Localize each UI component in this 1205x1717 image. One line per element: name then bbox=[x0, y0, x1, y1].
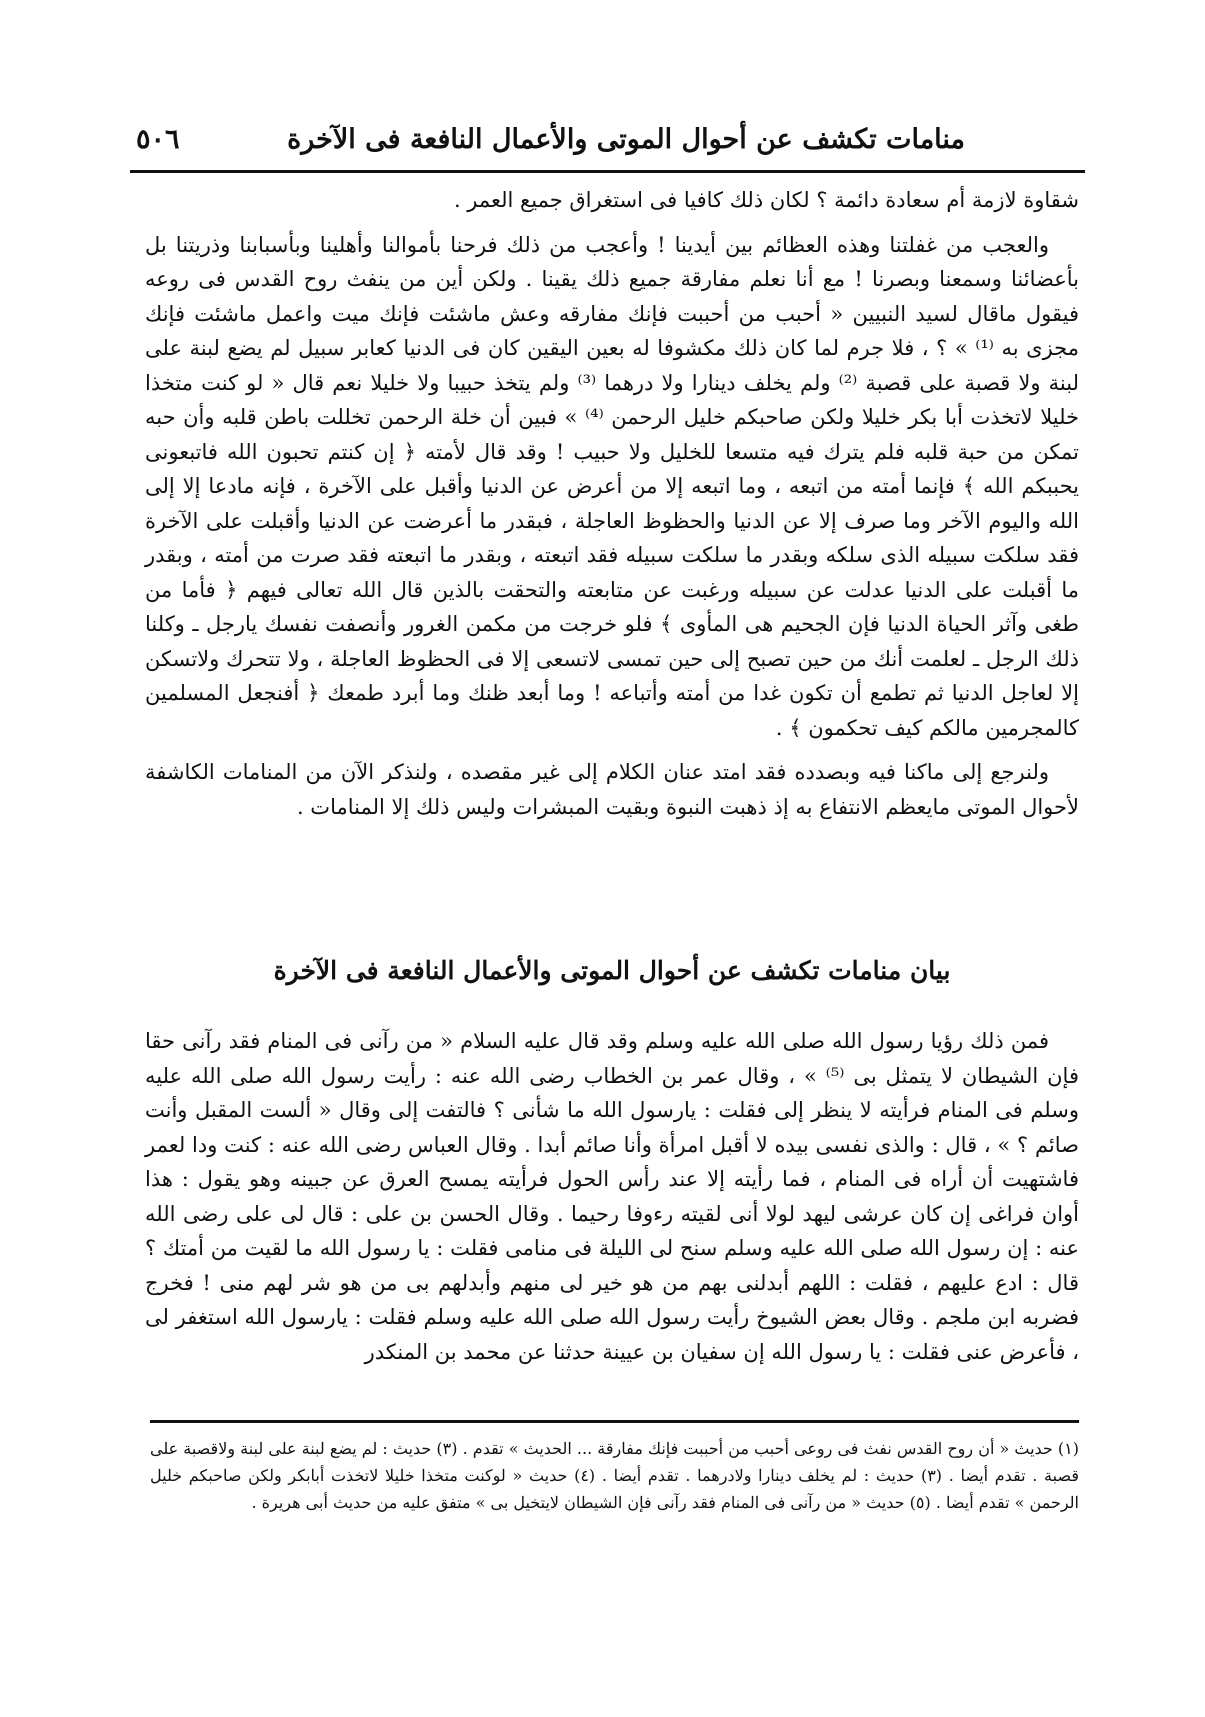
page-number: ٥٠٦ bbox=[136, 124, 180, 155]
section-body-text bbox=[145, 1024, 1079, 1369]
section-heading: بيان منامات تكشف عن أحوال الموتى والأعمال النافعة فى الآخرة bbox=[273, 956, 951, 985]
paragraph: والعجب من غفلتنا وهذه العظائم بين أيدينا ! وأعجب من ذلك فرحنا بأموالنا وأهلينا وبأسبابنا وذريتنا بل بأعضائنا وسمعنا وبصرنا ! مع أنا نعلم مفارقة جميع ذلك يقينا . ولكن أين من ينفث روح القدس فى روعه فيقول ماقال لسيد النبيين « أحبب من أحببت فإنك مفارقه وعش ماشئت فإنك ميت واعمل ماشئت فإنك مجزى به ⁽¹⁾ » ؟ ، فلا جرم لما كان ذلك مكشوفا له بعين اليقين كان فى الدنيا كعابر سبيل لم يضع لبنة على لبنة ولا قصبة على قصبة ⁽²⁾ ولم يخلف دينارا ولا درهما ⁽³⁾ ولم يتخذ حبيبا ولا خليلا نعم قال « لو كنت متخذا خليلا لاتخذت أبا بكر خليلا ولكن صاحبكم خليل الرحمن ⁽⁴⁾ » فبين أن خلة الرحمن تخللت باطن قلبه وأن حبه تمكن من حبة قلبه فلم يترك فيه متسعا للخليل ولا حبيب ! وقد قال لأمته ﴿ إن كنتم تحبون الله فاتبعونى يحببكم الله ﴾ فإنما أمته من اتبعه ، وما اتبعه إلا من أعرض عن الدنيا وأقبل على الآخرة ، فإنه مادعا إلا إلى الله واليوم الآخر وما صرف إلا عن الدنيا والحظوظ العاجلة ، فبقدر ما أعرضت عن الدنيا وأقبلت على الآخرة فقد سلكت سبيله الذى سلكه وبقدر ما سلكت سبيله فقد اتبعته ، وبقدر ما اتبعته فقد صرت من أمته ، وبقدر ما أقبلت على الدنيا عدلت عن سبيله ورغبت عن متابعته والتحقت بالذين قال الله تعالى فيهم ﴿ فأما من طغى وآثر الحياة الدنيا فإن الجحيم هى المأوى ﴾ فلو خرجت من مكمن الغرور وأنصفت نفسك يارجل ـ وكلنا ذلك الرجل ـ لعلمت أنك من حين تصبح إلى حين تمسى لاتسعى إلا فى الحظوظ العاجلة ، ولا تتحرك ولاتسكن إلا لعاجل الدنيا ثم تطمع أن تكون غدا من أمته وأتباعه ! وما أبعد ظنك وما أبرد طمعك ﴿ أفنجعل المسلمين كالمجرمين مالكم كيف تحكمون ﴾ . bbox=[145, 232, 1080, 740]
paragraph: شقاوة لازمة أم سعادة دائمة ؟ لكان ذلك كافيا فى استغراق جميع العمر . bbox=[453, 188, 1079, 212]
paragraph: فمن ذلك رؤيا رسول الله صلى الله عليه وسلم وقد قال عليه السلام « من رآنى فى المنام فقد رآنى حقا فإن الشيطان لا يتمثل بى ⁽⁵⁾ » ، وقال عمر بن الخطاب رضى الله عنه : رأيت رسول الله صلى الله عليه وسلم فى المنام فرأيته لا ينظر إلى فقلت : يارسول الله ما شأنى ؟ فالتفت إلى وقال « ألست المقبل وأنت صائم ؟ » ، قال : والذى نفسى بيده لا أقبل امرأة وأنا صائم أبدا . وقال العباس رضى الله عنه : كنت ودا لعمر فاشتهيت أن أراه فى المنام ، فما رأيته إلا عند رأس الحول فرأيته يمسح العرق عن جبينه وهو يقول : هذا أوان فراغى إن كان عرشى ليهد لولا أنى لقيته رءوفا رحيما . وقال الحسن بن على : قال لى على رضى الله عنه : إن رسول الله صلى الله عليه وسلم سنح لى الليلة فى منامى فقلت : يا رسول الله ما لقيت من أمتك ؟ قال : ادع عليهم ، فقلت : اللهم أبدلنى بهم من هو خير لى منهم وأبدلهم بى من هو شر لهم منى ! فخرج فضربه ابن ملجم . وقال بعض الشيوخ رأيت رسول الله صلى الله عليه وسلم فقلت : يارسول الله استغفر لى ، فأعرض عنى فقلت : يا رسول الله إن سفيان بن عيينة حدثنا عن محمد بن المنكدر bbox=[145, 1029, 1080, 1364]
running-header bbox=[130, 118, 1085, 170]
header-divider bbox=[130, 170, 1085, 173]
running-header-title: منامات تكشف عن أحوال الموتى والأعمال النافعة فى الآخرة bbox=[287, 124, 965, 155]
footnote-text: (١) حديث « أن روح القدس نفث فى روعى أحبب من أحببت فإنك مفارقة ... الحديث » تقدم . (٣) حديث : لم يضع لبنة على لبنة ولاقصبة على قصبة . تقدم أيضا . (٣) حديث : لم يخلف دينارا ولادرهما . تقدم أيضا . (٤) حديث « لوكنت متخذا خليلا لاتخذت أبابكر ولكن صاحبكم خليل الرحمن » تقدم أيضا . (٥) حديث « من رآنى فى المنام فقد رآنى فإن الشيطان لايتخيل بى » متفق عليه من حديث أبى هريرة . bbox=[150, 1439, 1080, 1512]
footnotes bbox=[150, 1435, 1079, 1516]
body-text bbox=[145, 183, 1079, 824]
footnote-divider bbox=[150, 1420, 1079, 1423]
paragraph: ولنرجع إلى ماكنا فيه وبصدده فقد امتد عنان الكلام إلى غير مقصده ، ولنذكر الآن من المنامات الكاشفة لأحوال الموتى مايعظم الانتفاع به إذ ذهبت النبوة وبقيت المبشرات وليس ذلك إلا المنامات . bbox=[145, 760, 1079, 819]
